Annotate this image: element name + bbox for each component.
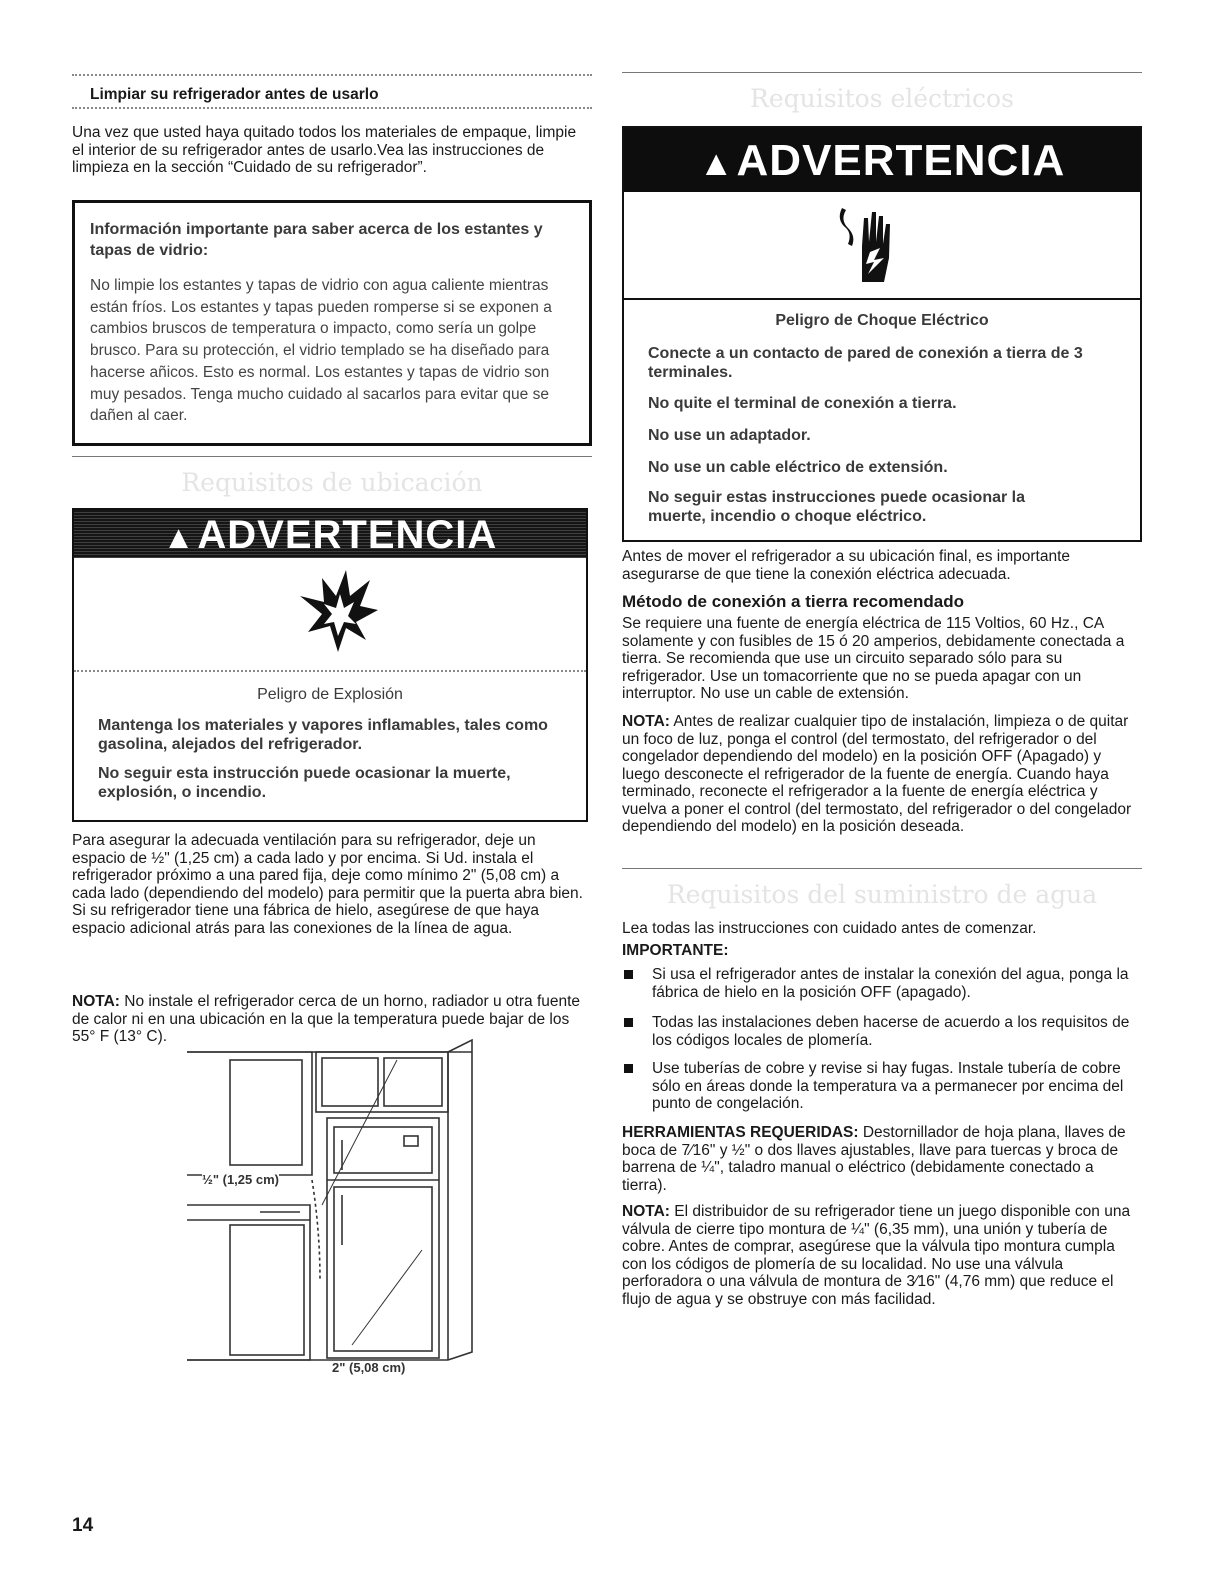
required-tools bbox=[622, 1124, 1142, 1194]
important-label: IMPORTANTE: bbox=[622, 942, 729, 959]
electrical-intro: Antes de mover el refrigerador a su ubicación final, es importante asegurarse de que tiene la conexión eléctrica adecuada. bbox=[622, 548, 1071, 583]
note-label: NOTA: bbox=[622, 1203, 670, 1220]
bullet-icon bbox=[624, 970, 633, 979]
note-label: NOTA: bbox=[72, 993, 120, 1010]
warning-triangle-icon: ▲ bbox=[162, 519, 196, 555]
electrical-warning-box bbox=[622, 126, 1142, 542]
water-note bbox=[622, 1203, 1142, 1308]
tools-label: HERRAMIENTAS REQUERIDAS: bbox=[622, 1124, 859, 1141]
refrigerator-clearance-figure bbox=[182, 1030, 482, 1380]
electric-warning-line3: No use un adaptador. bbox=[648, 427, 811, 444]
tools-text: Destornillador de hoja plana, llaves de boca de 7⁄16" y ½" o dos llaves ajustables, llave para tuercas y broca de barrena de ¼", taladro manual o eléctrico (debidamente conectado a tierra). bbox=[622, 1124, 1126, 1194]
bullet-icon bbox=[624, 1018, 633, 1027]
note-text: Antes de realizar cualquier tipo de instalación, limpieza o de quitar un foco de luz, ponga el control (del termostato, del refrigerador o del congelador dependiendo del modelo) en la posición OFF (Apagado) y luego desconecte el refrigerador de la fuente de energía. Cuando haya terminado, reconecte el refrigerador a la fuente de energía eléctrica y vuelva a poner el control (del termostato, del refrigerador o del congelador dependiendo del modelo) en la posición deseada. bbox=[622, 713, 1132, 835]
glass-info-title: Información importante para saber acerca de los estantes y tapas de vidrio: bbox=[90, 221, 543, 259]
electric-shock-icon bbox=[834, 198, 914, 288]
water-intro: Lea todas las instrucciones con cuidado antes de comenzar. bbox=[622, 920, 1037, 937]
half-inch-clearance-label: ½" (1,25 cm) bbox=[202, 1172, 279, 1187]
note-text: El distribuidor de su refrigerador tiene un juego disponible con una válvula de cierre tipo montura de ¼" (6,35 mm), una unión y tubería de cobre. Antes de comprar, asegúrese que la válvula tipo montura cumpla con los códigos de plomería de su localidad. No use una válvula perforadora o una válvula de montura de 3⁄16" (4,76 mm) que reduce el flujo de agua y se obstruye con más facilidad. bbox=[622, 1203, 1131, 1308]
electric-warning-line2: No quite el terminal de conexión a tierra. bbox=[648, 395, 957, 412]
explosion-warning-line2: No seguir esta instrucción puede ocasionar la muerte, explosión, o incendio. bbox=[98, 765, 511, 801]
grounding-method-text: Se requiere una fuente de energía eléctrica de 115 Voltios, 60 Hz., CA solamente y con fusibles de 15 ó 20 amperios, debidamente conectada a tierra. Se recomienda que use un circuito separado sólo para su refrigerador. Use un tomacorriente que no se pueda apagar con un interruptor. No use un cable de extensión. bbox=[622, 615, 1125, 702]
right-top-divider bbox=[622, 72, 1142, 73]
warning-header bbox=[624, 128, 1140, 192]
explosion-hazard: Peligro de Explosión bbox=[257, 686, 403, 703]
two-inch-clearance-label: 2" (5,08 cm) bbox=[332, 1360, 406, 1375]
note-text: No instale el refrigerador cerca de un horno, radiador u otra fuente de calor ni en una ubicación en la que la temperatura puede bajar de los 55° F (13° C). bbox=[72, 993, 581, 1045]
top-divider bbox=[72, 74, 592, 76]
electric-hazard: Peligro de Choque Eléctrico bbox=[775, 312, 989, 329]
warning-divider bbox=[74, 670, 586, 672]
explosion-icon bbox=[296, 566, 380, 656]
warning-triangle-icon: ▲ bbox=[698, 144, 735, 183]
warning-header-text: ADVERTENCIA bbox=[736, 136, 1066, 185]
page-number: 14 bbox=[72, 1515, 94, 1536]
electrical-note bbox=[622, 713, 1142, 836]
grounding-method-heading: Método de conexión a tierra recomendado bbox=[622, 592, 964, 611]
electrical-title: Requisitos eléctricos bbox=[750, 84, 1014, 113]
bullet-text: Todas las instalaciones deben hacerse de acuerdo a los requisitos de los códigos locales de plomería. bbox=[652, 1014, 1130, 1049]
bullet-text: Si usa el refrigerador antes de instalar la conexión del agua, ponga la fábrica de hielo en la posición OFF (apagado). bbox=[652, 966, 1129, 1001]
list-item bbox=[622, 1014, 1142, 1049]
electric-warning-line5: No seguir estas instrucciones puede ocasionar la muerte, incendio o choque eléctrico. bbox=[648, 489, 1026, 525]
warning-header bbox=[74, 510, 586, 558]
bullet-icon bbox=[624, 1064, 633, 1073]
section-divider bbox=[622, 868, 1142, 869]
list-item bbox=[622, 966, 1142, 1001]
water-title: Requisitos del suministro de agua bbox=[666, 880, 1098, 909]
list-item bbox=[622, 1060, 1142, 1113]
location-text: Para asegurar la adecuada ventilación para su refrigerador, deje un espacio de ½" (1,25 cm) a cada lado y por encima. Si Ud. instala el refrigerador próximo a una pared fija, deje como mínimo 2" (5,08 cm) a cada lado (dependiendo del modelo) para permitir que la puerta abra bien. Si su refrigerador tiene una fábrica de hielo, asegúrese de que haya espacio adicional atrás para las conexiones de la línea de agua. bbox=[72, 832, 583, 937]
electric-warning-line1: Conecte a un contacto de pared de conexión a tierra de 3 terminales. bbox=[648, 345, 1083, 381]
section-divider bbox=[72, 456, 592, 457]
warning-header-text: ADVERTENCIA bbox=[197, 513, 498, 557]
warning-divider bbox=[624, 298, 1140, 300]
glass-info-box bbox=[72, 200, 592, 446]
location-title: Requisitos de ubicación bbox=[181, 468, 483, 497]
heading-divider bbox=[72, 107, 592, 109]
glass-info-text: No limpie los estantes y tapas de vidrio con agua caliente mientras están fríos. Los estantes y tapas pueden romperse si se exponen a cambios bruscos de temperatura o impacto, como sería un golpe brusco. Para su protección, el vidrio templado se ha diseñado para hacerse añicos. Esto es normal. Los estantes y tapas de vidrio son muy pesados. Tenga mucho cuidado al sacarlos para evitar que se dañen al caer. bbox=[90, 277, 552, 425]
note-label: NOTA: bbox=[622, 713, 670, 730]
cleaning-heading: Limpiar su refrigerador antes de usarlo bbox=[90, 86, 379, 103]
explosion-warning-line1: Mantenga los materiales y vapores inflamables, tales como gasolina, alejados del refrigerador. bbox=[98, 717, 548, 753]
explosion-warning-box bbox=[72, 508, 588, 822]
cleaning-text: Una vez que usted haya quitado todos los materiales de empaque, limpie el interior de su refrigerador antes de usarlo.Vea las instrucciones de limpieza en la sección “Cuidado de su refrigerador”. bbox=[72, 124, 577, 176]
bullet-text: Use tuberías de cobre y revise si hay fugas. Instale tubería de cobre sólo en áreas donde la temperatura va a permanecer por encima del punto de congelación. bbox=[652, 1060, 1124, 1112]
electric-warning-line4: No use un cable eléctrico de extensión. bbox=[648, 459, 948, 476]
